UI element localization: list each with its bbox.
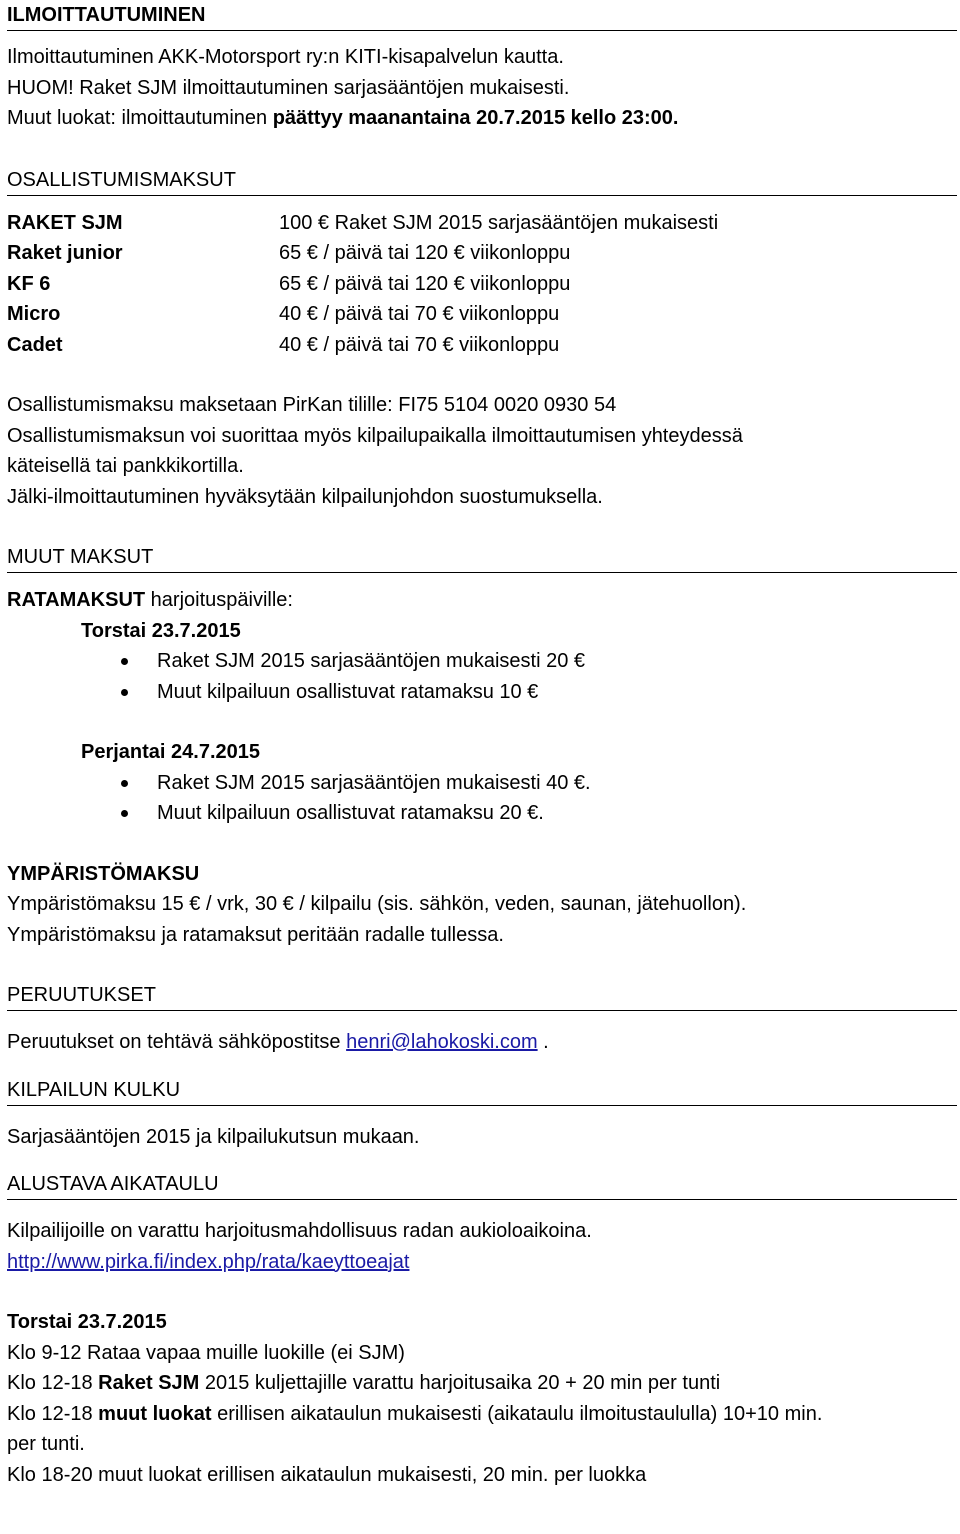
fee-class: Raket junior: [7, 242, 123, 264]
fee-amount: 65 € / päivä tai 120 € viikonloppu: [279, 242, 571, 264]
fee-row: [7, 238, 957, 269]
bullet-icon: [121, 810, 128, 817]
schedule-intro-text: Kilpailijoille on varattu harjoitusmahdollisuus radan aukioloaikoina.: [7, 1220, 592, 1242]
schedule-item: Klo 18-20 muut luokat erillisen aikataulun mukaisesti, 20 min. per luokka: [7, 1463, 647, 1486]
fee-class: Cadet: [7, 333, 63, 356]
fee-row: [7, 208, 957, 239]
environment-fee-text: Ympäristömaksu 15 € / vrk, 30 € / kilpailu (sis. sähkön, veden, saunan, jätehuollon).: [7, 893, 747, 915]
payment-account-text: Osallistumismaksu maksetaan PirKan tilille: FI75 5104 0020 0930 54: [7, 394, 617, 416]
section-heading-ilmoittautuminen: ILMOITTAUTUMINEN: [7, 0, 957, 31]
fee-table: [7, 208, 957, 361]
schedule-link-row: [7, 1247, 957, 1278]
fee-amount: 65 € / päivä tai 120 € viikonloppu: [279, 272, 571, 295]
track-fees-label: [7, 585, 957, 616]
fee-class: RAKET SJM: [7, 211, 123, 234]
fee-row: [7, 299, 957, 330]
section-heading-peruutukset: PERUUTUKSET: [7, 980, 957, 1011]
section-heading-osallistumismaksut: OSALLISTUMISMAKSUT: [7, 165, 957, 196]
competition-rules-text: Sarjasääntöjen 2015 ja kilpailukutsun mukaan.: [7, 1125, 420, 1148]
fee-row: [7, 330, 957, 361]
fee-amount: 40 € / päivä tai 70 € viikonloppu: [279, 333, 560, 356]
section-heading-muut-maksut: MUUT MAKSUT: [7, 542, 957, 573]
list-item: [7, 646, 957, 677]
fee-class: KF 6: [7, 272, 51, 295]
list-item: [7, 768, 957, 799]
payment-onsite-text-cont: käteisellä tai pankkikortilla.: [7, 455, 244, 477]
registration-line-3: [7, 103, 957, 134]
section-heading-kilpailun-kulku: KILPAILUN KULKU: [7, 1075, 957, 1106]
schedule-desc: 2015 kuljettajille varattu harjoitusaika 20 + 20 min per tunti: [199, 1372, 721, 1394]
fee-amount: 40 € / päivä tai 70 € viikonloppu: [279, 303, 560, 325]
schedule-day-thursday: Torstai 23.7.2015: [7, 1311, 167, 1333]
schedule-item: [7, 1368, 957, 1399]
list-item: [7, 798, 957, 829]
bullet-icon: [121, 689, 128, 696]
schedule-link[interactable]: http://www.pirka.fi/index.php/rata/kaeyttoeajat: [7, 1250, 410, 1273]
registration-line-1: Ilmoittautuminen AKK-Motorsport ry:n KITI-kisapalvelun kautta.: [7, 46, 564, 68]
payment-onsite-text: Osallistumismaksun voi suorittaa myös kilpailupaikalla ilmoittautumisen yhteydessä: [7, 424, 743, 447]
list-item-text: Muut kilpailuun osallistuvat ratamaksu 10 €: [157, 680, 539, 703]
schedule-time: Klo 12-18: [7, 1372, 99, 1394]
cancellation-text: [7, 1027, 957, 1058]
schedule-class: muut luokat: [98, 1402, 212, 1425]
section-heading-aikataulu: ALUSTAVA AIKATAULU: [7, 1169, 957, 1200]
bullet-icon: [121, 658, 128, 665]
environment-fee-collection-text: Ympäristömaksu ja ratamaksut peritään radalle tullessa.: [7, 923, 504, 946]
cancellation-email-link[interactable]: henri@lahokoski.com: [346, 1031, 538, 1053]
fee-amount: 100 € Raket SJM 2015 sarjasääntöjen mukaisesti: [279, 211, 719, 234]
list-item-text: Raket SJM 2015 sarjasääntöjen mukaisesti 20 €: [157, 650, 586, 672]
track-fees-day-thursday: Torstai 23.7.2015: [81, 619, 241, 642]
cancellation-label: Peruutukset on tehtävä sähköpostitse: [7, 1031, 347, 1053]
list-item: [7, 677, 957, 708]
schedule-item: [7, 1399, 957, 1430]
track-fees-title: RATAMAKSUT: [7, 589, 146, 611]
registration-line-3-text: Muut luokat: ilmoittautuminen: [7, 107, 273, 129]
section-heading-ymparistomaksu: YMPÄRISTÖMAKSU: [7, 862, 200, 885]
bullet-icon: [121, 780, 128, 787]
cancellation-period: .: [537, 1031, 549, 1053]
document-page: [7, 0, 957, 1490]
schedule-item: Klo 9-12 Rataa vapaa muille luokille (ei SJM): [7, 1341, 405, 1364]
late-registration-text: Jälki-ilmoittautuminen hyväksytään kilpailunjohdon suostumuksella.: [7, 485, 603, 508]
fee-row: [7, 269, 957, 300]
track-fees-day-friday: Perjantai 24.7.2015: [81, 741, 261, 763]
schedule-time: Klo 12-18: [7, 1402, 99, 1425]
registration-deadline: päättyy maanantaina 20.7.2015 kello 23:00.: [272, 107, 679, 129]
schedule-desc: erillisen aikataulun mukaisesti (aikataulu ilmoitustaululla) 10+10 min.: [211, 1402, 823, 1425]
list-item-text: Muut kilpailuun osallistuvat ratamaksu 20 €.: [157, 802, 544, 824]
schedule-item-cont: per tunti.: [7, 1433, 85, 1455]
list-item-text: Raket SJM 2015 sarjasääntöjen mukaisesti 40 €.: [157, 771, 591, 794]
track-fees-suffix: harjoituspäiville:: [145, 589, 293, 611]
schedule-class: Raket SJM: [98, 1372, 200, 1394]
registration-line-2: HUOM! Raket SJM ilmoittautuminen sarjasääntöjen mukaisesti.: [7, 76, 570, 99]
fee-class: Micro: [7, 303, 61, 325]
